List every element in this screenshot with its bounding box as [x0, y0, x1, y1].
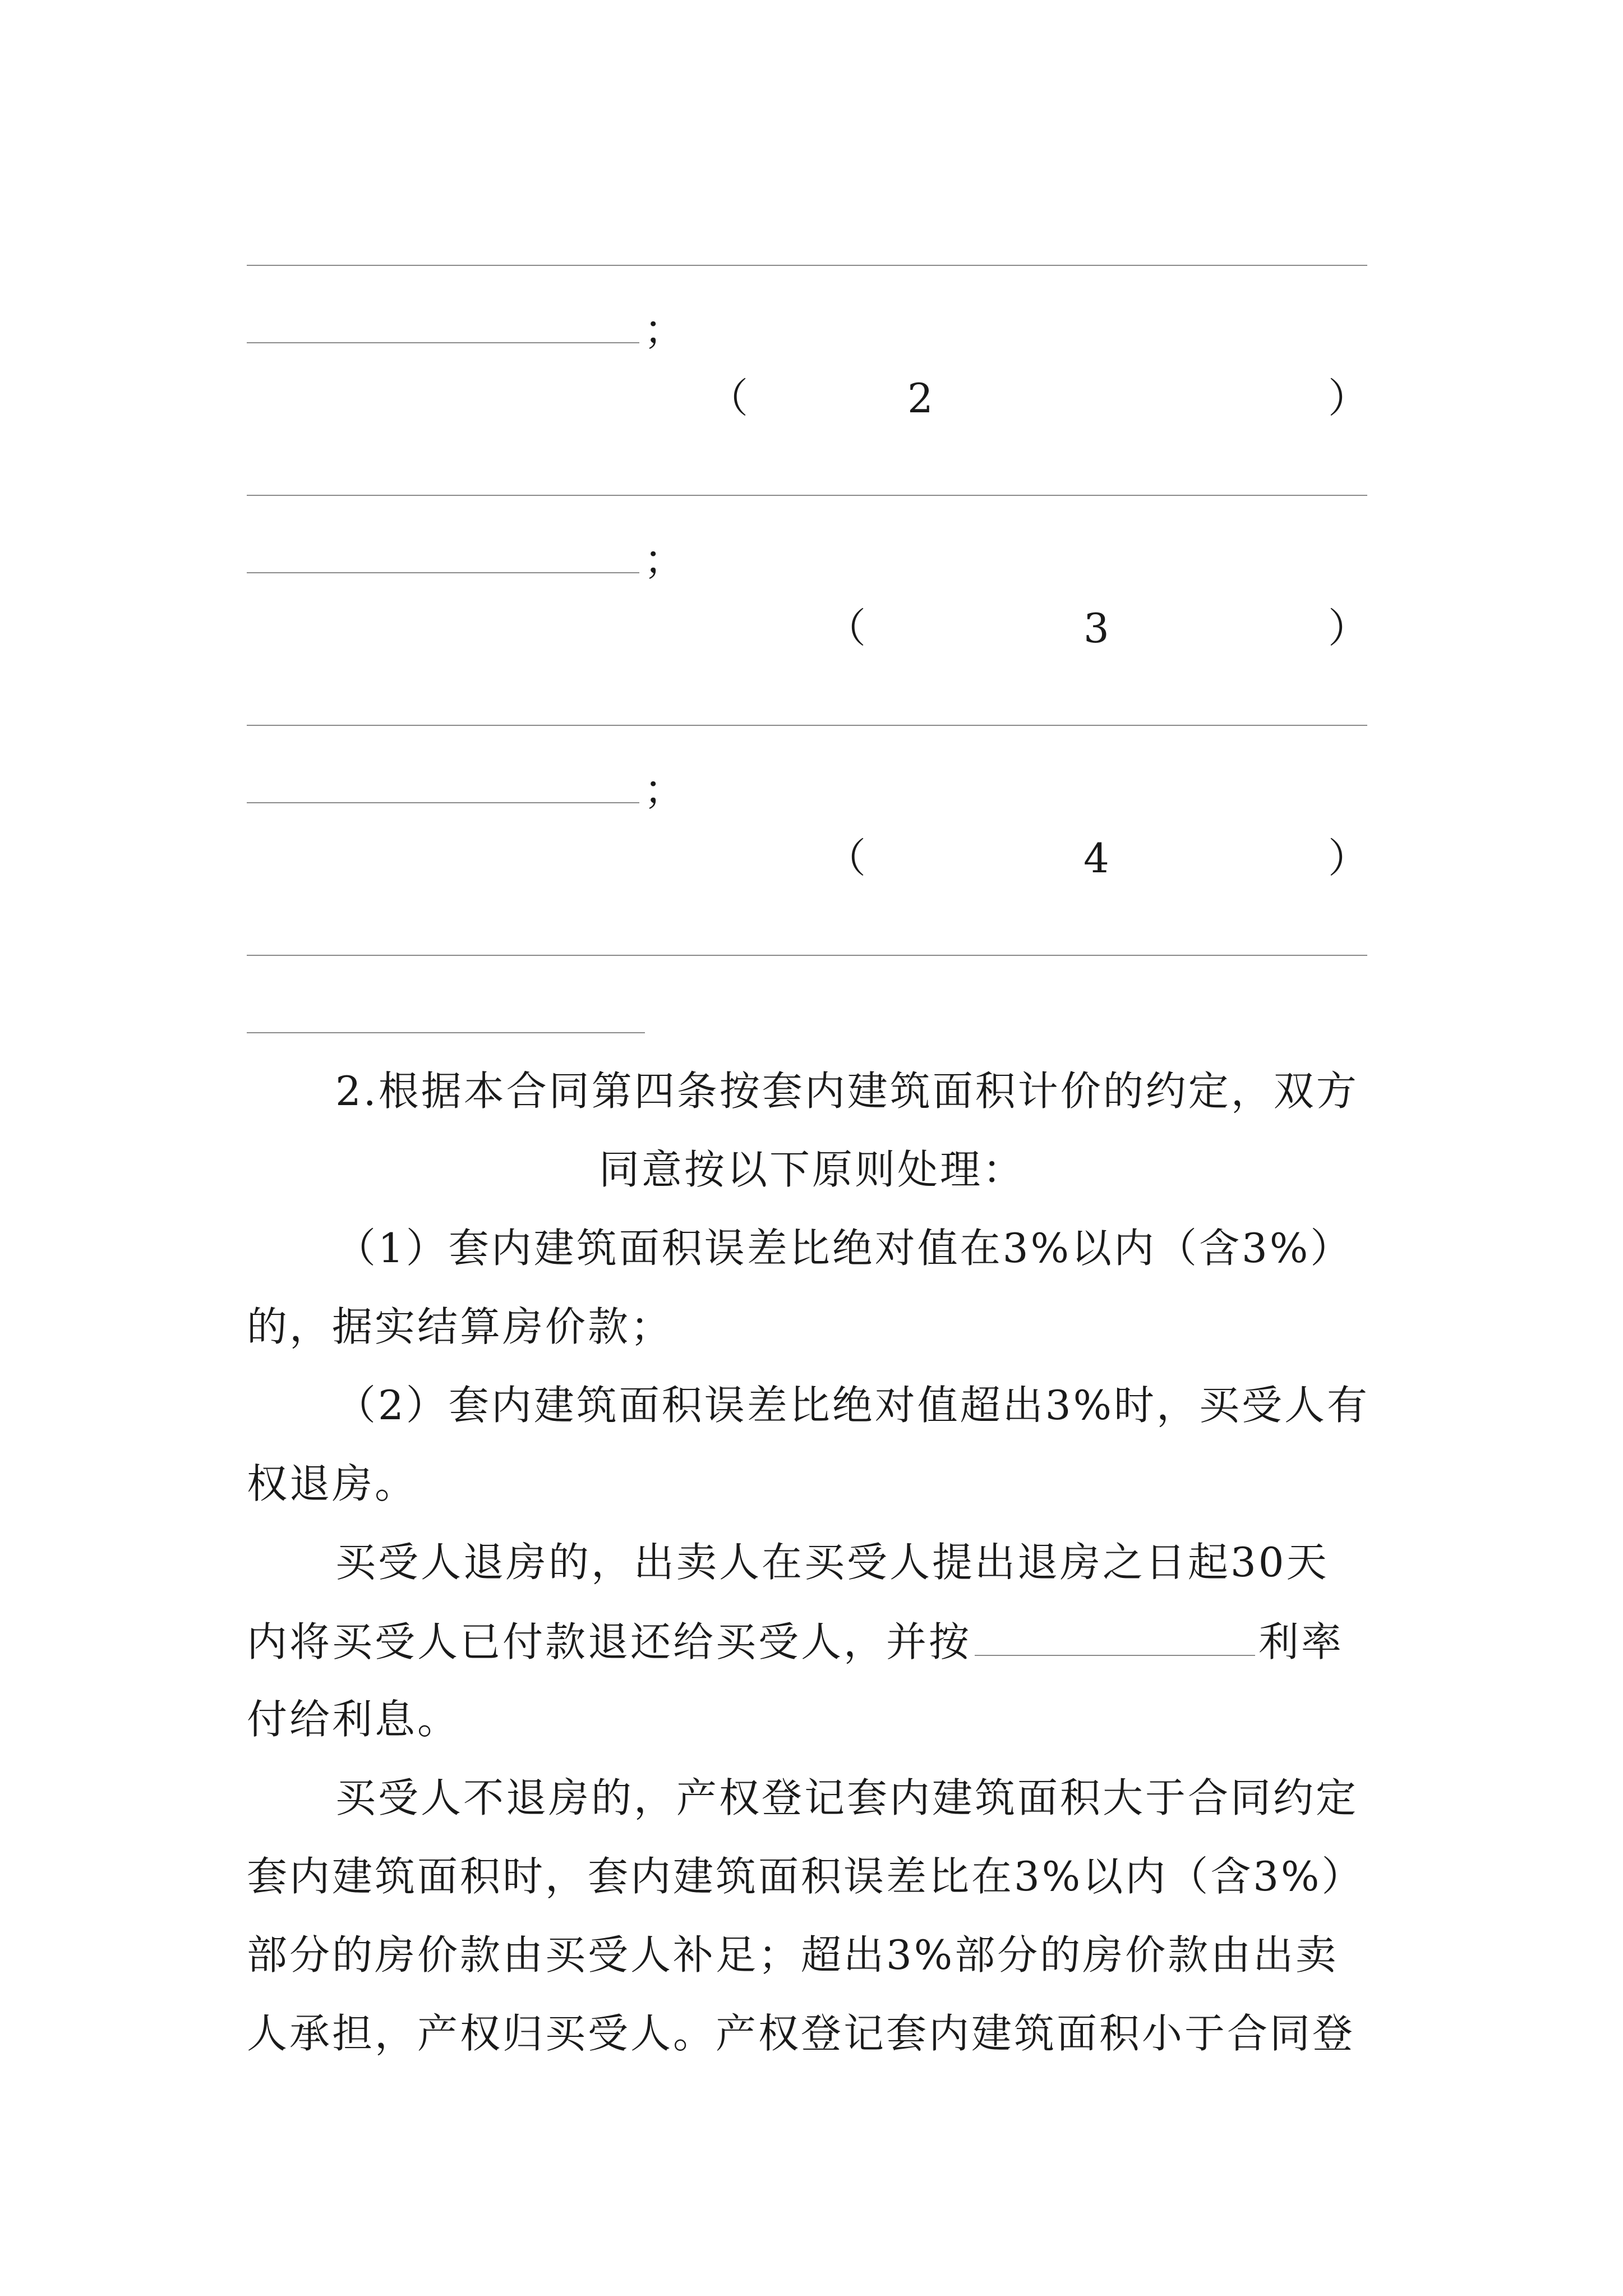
fill-in-line[interactable]	[247, 802, 639, 803]
close-paren: ）	[1328, 605, 1369, 652]
close-paren: ）	[1328, 375, 1369, 422]
fill-in-line[interactable]	[247, 725, 1367, 726]
keep-line3: 部分的房价款由买受人补足；超出3%部分的房价款由出卖	[247, 1931, 1339, 1978]
refund-line2-suffix: 利率	[1258, 1618, 1344, 1665]
interest-rate-field[interactable]	[975, 1616, 1255, 1656]
refund-line2-text: 内将买受人已付款退还给买受人，并按	[247, 1618, 972, 1665]
clause2-line2: 权退房。	[247, 1460, 418, 1507]
fill-in-line[interactable]	[247, 495, 1367, 496]
item-number: 3	[1083, 605, 1109, 652]
open-paren: （	[826, 605, 866, 652]
clause1-line2: 的，据实结算房价款；	[247, 1303, 674, 1350]
item-3-label	[0, 606, 1623, 651]
section2-heading-line1: 2.根据本合同第四条按套内建筑面积计价的约定，双方	[335, 1068, 1359, 1115]
close-paren: ）	[1328, 835, 1369, 882]
item-number: 4	[1083, 835, 1109, 882]
semicolon: ；	[644, 536, 685, 583]
item-number: 2	[907, 375, 933, 422]
keep-line1: 买受人不退房的，产权登记套内建筑面积大于合同约定	[335, 1774, 1359, 1821]
open-paren: （	[708, 375, 749, 422]
keep-line4: 人承担，产权归买受人。产权登记套内建筑面积小于合同登	[247, 2010, 1355, 2057]
keep-line2: 套内建筑面积时，套内建筑面积误差比在3%以内（含3%）	[247, 1853, 1364, 1900]
clause2-line1: （2）套内建筑面积误差比绝对值超出3%时，买受人有	[335, 1382, 1370, 1429]
fill-in-line[interactable]	[247, 572, 639, 573]
fill-in-line[interactable]	[247, 1032, 645, 1033]
fill-in-line[interactable]	[247, 342, 639, 343]
fill-in-line[interactable]	[247, 265, 1367, 266]
item-2-label	[0, 376, 1623, 421]
item-4-label	[0, 836, 1623, 881]
semicolon: ；	[644, 306, 685, 353]
fill-in-line[interactable]	[247, 955, 1367, 956]
open-paren: （	[826, 835, 866, 882]
semicolon: ；	[644, 766, 685, 813]
refund-line1: 买受人退房的，出卖人在买受人提出退房之日起30天	[335, 1539, 1329, 1586]
clause1-line1: （1）套内建筑面积误差比绝对值在3%以内（含3%）	[335, 1225, 1353, 1272]
refund-line3: 付给利息。	[247, 1696, 460, 1743]
section2-heading-line2: 同意按以下原则处理：	[599, 1146, 1026, 1193]
refund-line2	[247, 1616, 1344, 1667]
